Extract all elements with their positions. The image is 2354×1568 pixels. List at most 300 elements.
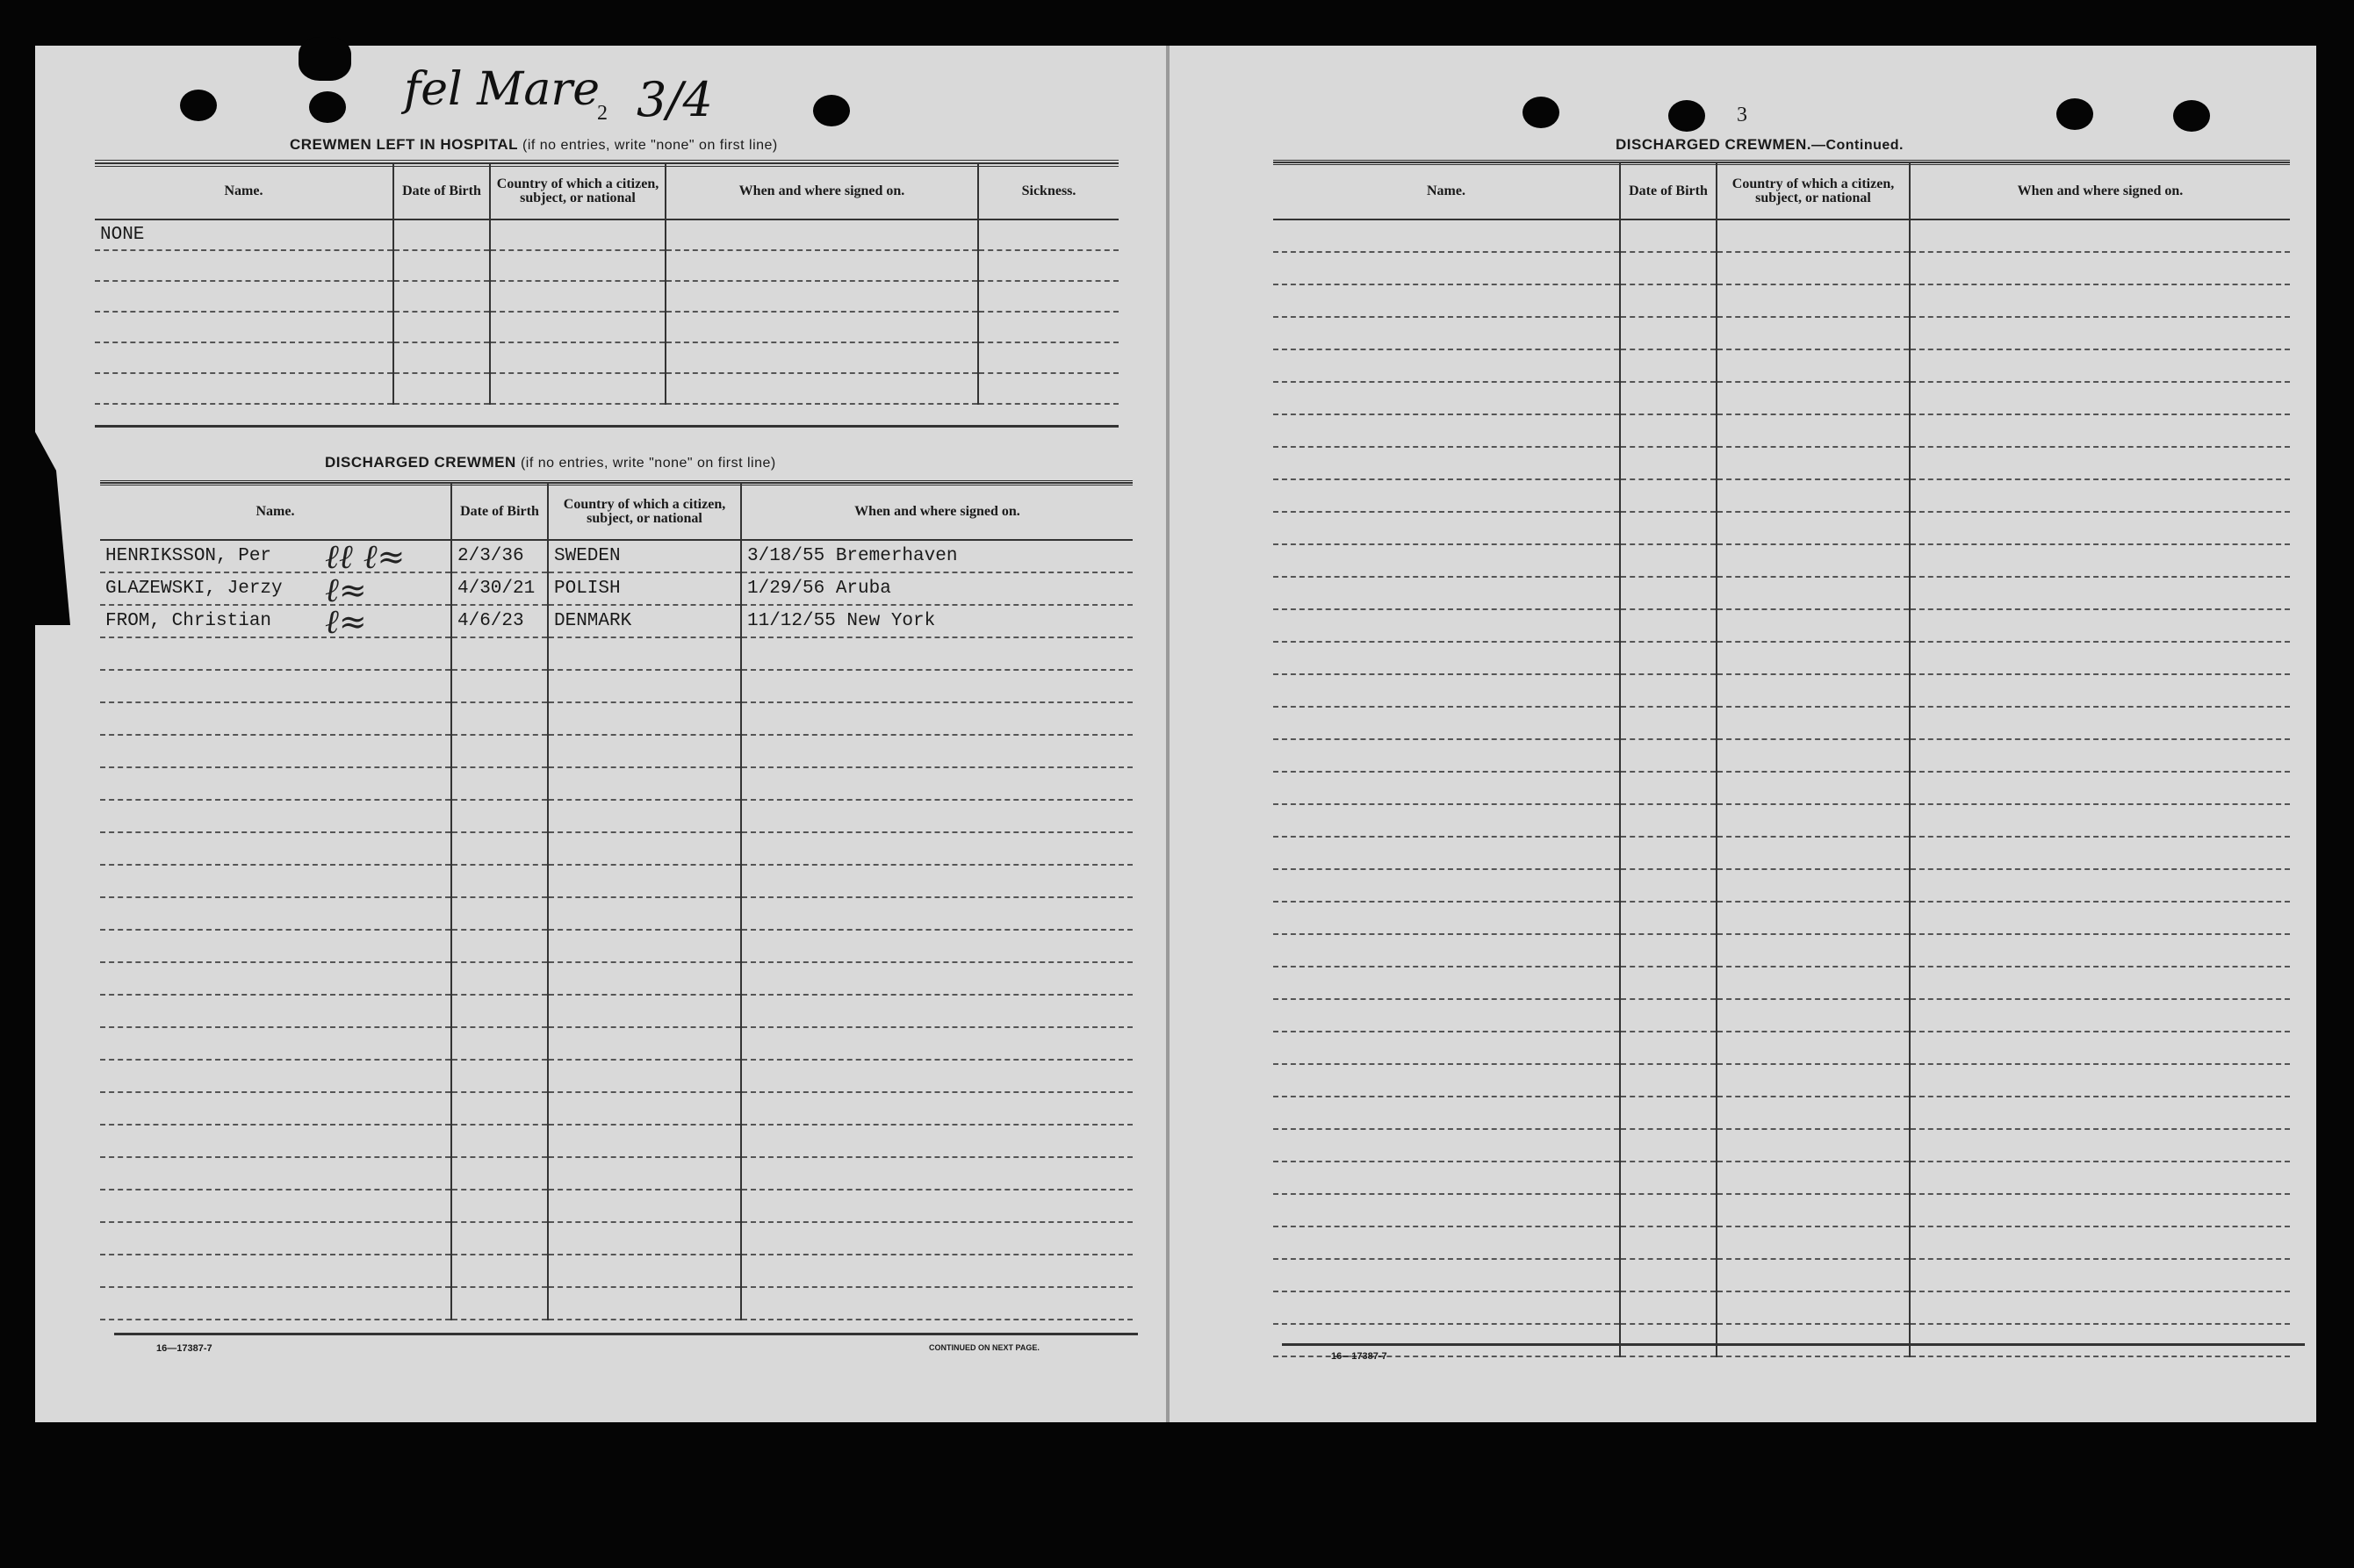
punch-hole <box>309 91 346 123</box>
table-cell <box>1717 1259 1910 1291</box>
hospital-rows <box>95 219 1119 404</box>
table-cell <box>451 1222 548 1255</box>
table-cell <box>1620 1097 1717 1129</box>
table-cell <box>1910 1259 2290 1291</box>
table-cell <box>490 219 666 250</box>
table-cell <box>95 250 393 281</box>
table-cell <box>548 767 741 800</box>
table-cell <box>548 1125 741 1157</box>
table-cell <box>100 1157 451 1190</box>
column-header: Name. <box>95 162 393 219</box>
table-cell <box>548 735 741 767</box>
table-cell <box>1273 1259 1620 1291</box>
table-cell <box>1273 447 1620 479</box>
table-cell <box>100 832 451 865</box>
table-cell <box>1910 219 2290 252</box>
blank-row <box>1273 512 2290 544</box>
blank-row <box>1273 772 2290 804</box>
table-cell <box>100 930 451 962</box>
table-cell <box>451 1157 548 1190</box>
table-cell: 3/18/55 Bremerhaven <box>741 540 1133 572</box>
table-cell <box>548 962 741 995</box>
table-cell <box>1910 544 2290 577</box>
table-cell: HENRIKSSON, Per <box>100 540 451 572</box>
table-cell <box>741 1287 1133 1320</box>
table-cell <box>95 312 393 342</box>
table-row <box>95 342 1119 373</box>
table-cell <box>741 1125 1133 1157</box>
table-cell <box>1620 1324 1717 1356</box>
table-cell <box>1620 804 1717 837</box>
blank-row <box>1273 1194 2290 1226</box>
table-cell <box>548 1287 741 1320</box>
table-cell <box>1620 382 1717 414</box>
table-cell <box>1273 739 1620 772</box>
punch-hole <box>2056 98 2093 130</box>
table-cell <box>1717 284 1910 317</box>
table-cell <box>1620 609 1717 642</box>
table-cell <box>1273 772 1620 804</box>
table-cell <box>741 1255 1133 1287</box>
table-cell <box>548 1092 741 1125</box>
blank-row <box>1273 1064 2290 1097</box>
table-cell <box>1910 577 2290 609</box>
table-cell <box>1910 317 2290 349</box>
table-cell <box>100 735 451 767</box>
table-cell <box>1273 1064 1620 1097</box>
page-fold <box>1166 46 1170 1422</box>
blank-row <box>100 995 1133 1027</box>
table-cell <box>1717 219 1910 252</box>
table-cell <box>100 1092 451 1125</box>
blank-row <box>100 1060 1133 1092</box>
column-header: Date of Birth <box>393 162 490 219</box>
blank-row <box>1273 544 2290 577</box>
blank-row <box>1273 869 2290 902</box>
table-cell <box>1910 1226 2290 1259</box>
table-cell <box>1910 674 2290 707</box>
table-cell <box>1273 512 1620 544</box>
table-cell <box>490 250 666 281</box>
right-page <box>1212 46 2316 1422</box>
blank-row <box>100 1255 1133 1287</box>
table-cell <box>1620 1032 1717 1064</box>
column-header: Country of which a citizen, subject, or national <box>1717 162 1910 219</box>
table-cell <box>1620 577 1717 609</box>
handwritten-initials: ℓ≈ <box>325 571 367 609</box>
table-cell <box>666 250 978 281</box>
table-cell <box>1910 382 2290 414</box>
table-cell <box>666 312 978 342</box>
column-header: When and where signed on. <box>1910 162 2290 219</box>
table-cell <box>1273 1162 1620 1194</box>
blank-row <box>100 1125 1133 1157</box>
punch-hole <box>813 95 850 126</box>
table-cell <box>548 637 741 670</box>
table-cell <box>741 637 1133 670</box>
table-cell <box>1620 869 1717 902</box>
table-cell <box>978 373 1119 404</box>
hospital-top-rule <box>95 163 1119 167</box>
table-cell <box>1717 934 1910 967</box>
table-cell <box>741 930 1133 962</box>
table-cell: 2/3/36 <box>451 540 548 572</box>
table-cell <box>95 281 393 312</box>
column-header: Name. <box>100 482 451 540</box>
table-cell <box>1717 999 1910 1032</box>
blank-row <box>1273 1324 2290 1356</box>
blank-row <box>1273 967 2290 999</box>
table-cell <box>1620 1259 1717 1291</box>
hospital-header-row <box>95 162 1119 219</box>
table-cell <box>548 832 741 865</box>
hospital-section-title: CREWMEN LEFT IN HOSPITAL (if no entries, write "none" on first line) <box>290 136 778 153</box>
table-row <box>95 312 1119 342</box>
table-cell <box>978 342 1119 373</box>
blank-row <box>1273 382 2290 414</box>
table-cell <box>1273 1291 1620 1324</box>
table-cell <box>451 800 548 832</box>
table-row <box>100 572 1133 605</box>
blank-row <box>1273 317 2290 349</box>
table-cell <box>1910 837 2290 869</box>
table-cell <box>1273 1226 1620 1259</box>
table-cell <box>1910 999 2290 1032</box>
table-cell <box>548 897 741 930</box>
blank-row <box>1273 479 2290 512</box>
table-cell <box>1620 317 1717 349</box>
table-cell <box>1620 1291 1717 1324</box>
table-cell <box>1620 284 1717 317</box>
table-cell <box>1717 447 1910 479</box>
table-cell <box>548 995 741 1027</box>
table-cell <box>1717 967 1910 999</box>
table-cell <box>1717 1032 1910 1064</box>
table-cell <box>451 865 548 897</box>
table-cell <box>1717 317 1910 349</box>
table-cell <box>100 962 451 995</box>
blank-row <box>100 930 1133 962</box>
table-cell <box>1620 1162 1717 1194</box>
table-cell <box>393 342 490 373</box>
table-cell <box>741 1092 1133 1125</box>
table-cell <box>1273 902 1620 934</box>
table-cell <box>1620 544 1717 577</box>
table-cell <box>1273 837 1620 869</box>
table-cell <box>100 767 451 800</box>
blank-row <box>1273 674 2290 707</box>
blank-row <box>1273 284 2290 317</box>
blank-row <box>100 1092 1133 1125</box>
table-cell <box>1910 642 2290 674</box>
table-cell <box>741 800 1133 832</box>
table-cell <box>978 219 1119 250</box>
table-cell <box>1620 1226 1717 1259</box>
table-cell <box>1910 512 2290 544</box>
table-cell <box>100 1190 451 1222</box>
table-cell <box>451 995 548 1027</box>
table-cell: POLISH <box>548 572 741 605</box>
table-cell <box>1273 999 1620 1032</box>
table-cell <box>100 637 451 670</box>
table-cell <box>1620 1194 1717 1226</box>
table-cell <box>741 962 1133 995</box>
table-cell <box>1717 1291 1910 1324</box>
blank-row <box>1273 1032 2290 1064</box>
table-cell <box>393 281 490 312</box>
blank-row <box>100 1027 1133 1060</box>
blank-row <box>1273 999 2290 1032</box>
table-cell: SWEDEN <box>548 540 741 572</box>
table-cell <box>100 995 451 1027</box>
table-cell <box>1910 967 2290 999</box>
blank-row <box>1273 447 2290 479</box>
table-cell <box>1620 739 1717 772</box>
table-cell <box>451 930 548 962</box>
table-cell <box>451 1125 548 1157</box>
table-cell <box>548 670 741 702</box>
table-cell <box>741 1190 1133 1222</box>
table-cell <box>1717 544 1910 577</box>
handwritten-initials: ℓℓ ℓ≈ <box>325 537 406 576</box>
table-cell <box>666 281 978 312</box>
table-cell <box>451 1255 548 1287</box>
blank-row <box>100 897 1133 930</box>
table-cell <box>451 1287 548 1320</box>
table-cell <box>548 702 741 735</box>
table-cell <box>1273 707 1620 739</box>
table-cell <box>1620 414 1717 447</box>
blank-row <box>1273 414 2290 447</box>
blank-row <box>100 800 1133 832</box>
table-cell <box>100 865 451 897</box>
table-cell <box>1910 1162 2290 1194</box>
table-cell <box>548 1190 741 1222</box>
table-cell <box>1717 382 1910 414</box>
blank-row <box>1273 804 2290 837</box>
handwritten-fraction: 3/4 <box>637 72 713 127</box>
blank-row <box>100 1287 1133 1320</box>
table-cell <box>1717 512 1910 544</box>
table-cell <box>1620 967 1717 999</box>
table-cell <box>1273 317 1620 349</box>
table-cell <box>393 219 490 250</box>
blank-row <box>1273 609 2290 642</box>
table-cell <box>741 865 1133 897</box>
table-row <box>95 219 1119 250</box>
table-cell <box>1717 1064 1910 1097</box>
table-cell <box>451 832 548 865</box>
hospital-table <box>95 160 1119 405</box>
blank-row <box>100 1222 1133 1255</box>
table-cell <box>1910 1291 2290 1324</box>
blank-row <box>1273 577 2290 609</box>
table-cell: GLAZEWSKI, Jerzy <box>100 572 451 605</box>
table-cell <box>1273 642 1620 674</box>
table-cell <box>741 735 1133 767</box>
column-header: Sickness. <box>978 162 1119 219</box>
table-cell <box>451 767 548 800</box>
right-section-title: DISCHARGED CREWMEN.—Continued. <box>1616 136 1904 153</box>
table-cell: FROM, Christian <box>100 605 451 637</box>
table-cell <box>1717 1129 1910 1162</box>
blank-row <box>100 767 1133 800</box>
table-cell <box>1910 1324 2290 1356</box>
table-cell <box>1620 837 1717 869</box>
table-cell <box>1717 674 1910 707</box>
table-cell <box>1910 707 2290 739</box>
table-cell <box>1717 349 1910 382</box>
table-cell <box>1910 479 2290 512</box>
table-cell <box>1910 414 2290 447</box>
table-cell <box>451 1027 548 1060</box>
table-cell <box>1717 1226 1910 1259</box>
table-cell <box>1273 1194 1620 1226</box>
table-row <box>100 540 1133 572</box>
table-cell <box>1717 1162 1910 1194</box>
table-cell <box>1620 642 1717 674</box>
table-cell <box>741 832 1133 865</box>
table-cell <box>451 1092 548 1125</box>
table-cell <box>1620 902 1717 934</box>
continued-note: CONTINUED ON NEXT PAGE. <box>929 1343 1040 1352</box>
table-cell <box>666 342 978 373</box>
right-rows <box>1273 219 2290 1356</box>
table-cell <box>100 800 451 832</box>
table-cell <box>1910 349 2290 382</box>
blank-row <box>1273 1259 2290 1291</box>
table-cell: 4/30/21 <box>451 572 548 605</box>
blank-row <box>100 962 1133 995</box>
table-cell <box>548 1157 741 1190</box>
table-cell <box>95 342 393 373</box>
table-cell <box>1717 1097 1910 1129</box>
table-cell <box>1910 284 2290 317</box>
table-cell <box>1910 252 2290 284</box>
blank-row <box>1273 349 2290 382</box>
table-cell <box>1910 1097 2290 1129</box>
table-cell <box>451 670 548 702</box>
discharged-header-row <box>100 482 1133 540</box>
table-cell <box>1273 1097 1620 1129</box>
blank-row <box>100 1190 1133 1222</box>
table-cell <box>451 897 548 930</box>
column-header: Country of which a citizen, subject, or national <box>490 162 666 219</box>
handwritten-annotation: fel Mare <box>404 63 601 116</box>
table-cell <box>1910 902 2290 934</box>
table-cell <box>1620 349 1717 382</box>
table-cell <box>1910 1194 2290 1226</box>
blank-row <box>100 735 1133 767</box>
discharged-top-rule <box>100 482 1133 486</box>
table-cell <box>1717 804 1910 837</box>
handwritten-initials: ℓ≈ <box>325 602 367 641</box>
table-cell <box>1910 804 2290 837</box>
table-cell <box>548 1060 741 1092</box>
table-cell <box>100 1125 451 1157</box>
table-row <box>95 250 1119 281</box>
table-cell <box>741 1157 1133 1190</box>
table-cell <box>451 1190 548 1222</box>
blank-row <box>1273 219 2290 252</box>
table-cell <box>741 995 1133 1027</box>
table-cell <box>1717 902 1910 934</box>
table-cell: 11/12/55 New York <box>741 605 1133 637</box>
table-cell <box>741 702 1133 735</box>
table-cell <box>1620 674 1717 707</box>
blank-row <box>1273 1129 2290 1162</box>
table-cell <box>548 800 741 832</box>
form-number: 16—17387-7 <box>156 1343 212 1354</box>
table-cell <box>1910 1032 2290 1064</box>
table-cell <box>1717 739 1910 772</box>
table-cell <box>100 670 451 702</box>
table-cell <box>1620 479 1717 512</box>
blank-row <box>1273 739 2290 772</box>
punch-hole <box>2173 100 2210 132</box>
table-cell <box>1620 512 1717 544</box>
table-cell <box>741 1060 1133 1092</box>
table-cell <box>978 281 1119 312</box>
table-cell <box>95 373 393 404</box>
table-cell <box>393 250 490 281</box>
table-cell <box>1273 544 1620 577</box>
right-header-row <box>1273 162 2290 219</box>
table-cell <box>1273 414 1620 447</box>
table-cell <box>1717 837 1910 869</box>
table-row <box>95 281 1119 312</box>
table-cell <box>1717 1324 1910 1356</box>
table-cell <box>548 930 741 962</box>
column-header: When and where signed on. <box>666 162 978 219</box>
table-cell <box>1910 869 2290 902</box>
table-cell <box>451 1060 548 1092</box>
column-header: Date of Birth <box>451 482 548 540</box>
page-number: 2 <box>597 102 608 125</box>
table-cell <box>1620 934 1717 967</box>
blank-row <box>1273 1097 2290 1129</box>
blank-row <box>100 865 1133 897</box>
table-cell <box>451 962 548 995</box>
table-cell <box>1620 772 1717 804</box>
table-cell <box>1620 1129 1717 1162</box>
table-cell <box>1910 772 2290 804</box>
punch-hole <box>1523 97 1559 128</box>
table-cell <box>100 1222 451 1255</box>
blank-row <box>1273 252 2290 284</box>
table-cell <box>1273 219 1620 252</box>
table-cell <box>1620 707 1717 739</box>
table-cell: 4/6/23 <box>451 605 548 637</box>
table-cell <box>1717 707 1910 739</box>
table-cell <box>741 767 1133 800</box>
table-cell: DENMARK <box>548 605 741 637</box>
table-cell <box>1273 284 1620 317</box>
blank-row <box>1273 642 2290 674</box>
table-cell <box>1273 349 1620 382</box>
table-cell <box>451 735 548 767</box>
table-cell <box>1620 219 1717 252</box>
punch-hole <box>1668 100 1705 132</box>
table-cell <box>100 1255 451 1287</box>
discharged-bottom-rule <box>114 1333 1138 1335</box>
table-cell <box>741 670 1133 702</box>
hospital-bottom-rule <box>95 425 1119 428</box>
blank-row <box>1273 934 2290 967</box>
table-cell <box>1620 447 1717 479</box>
table-cell <box>1717 1194 1910 1226</box>
table-cell <box>100 897 451 930</box>
